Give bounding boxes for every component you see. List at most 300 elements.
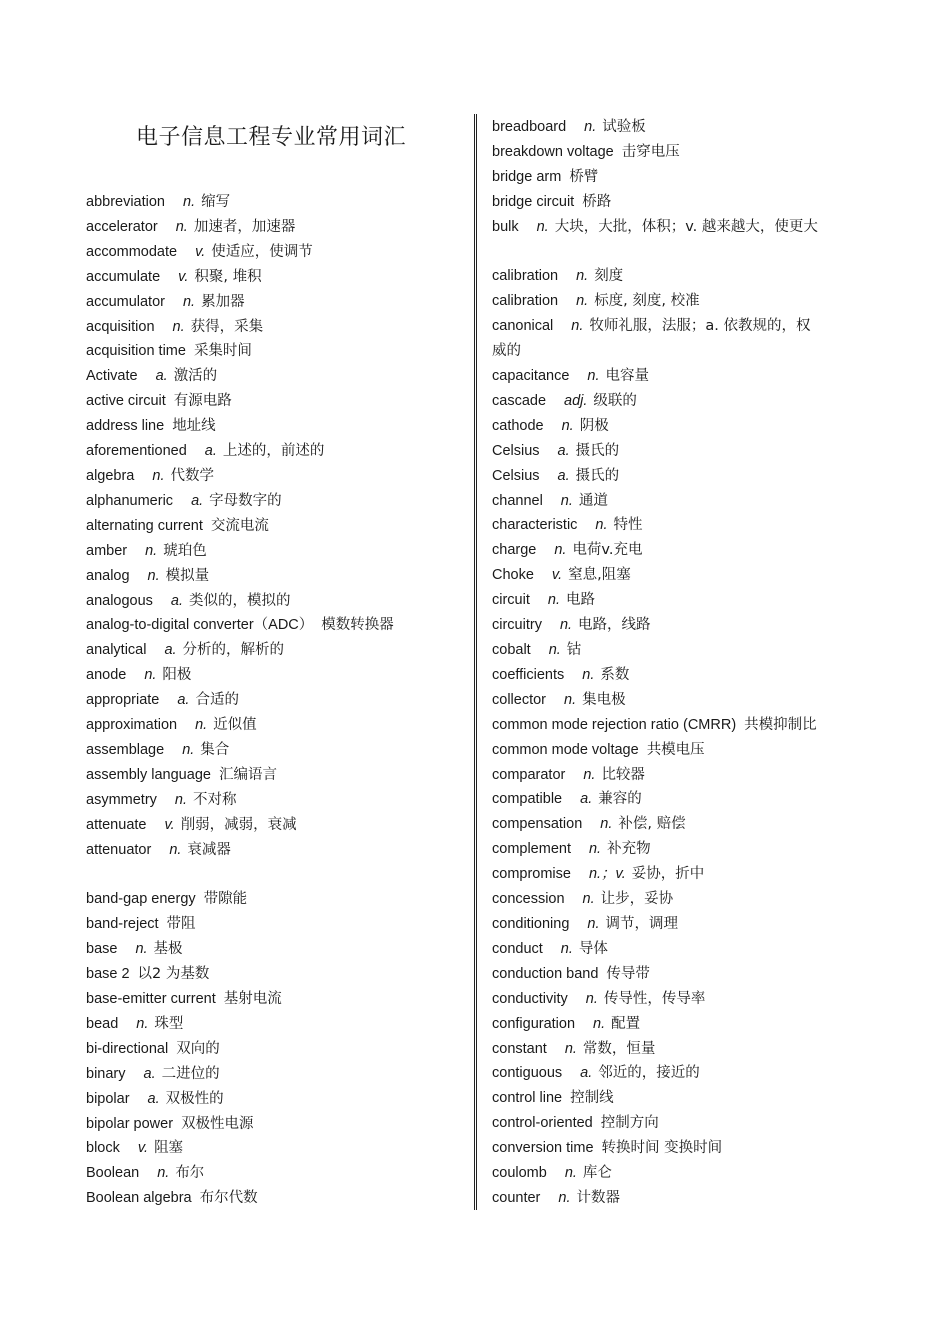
entry-term: appropriate (86, 692, 160, 709)
vocabulary-entry (492, 489, 912, 514)
entry-definition: 字母数字的 (209, 492, 282, 509)
vocabulary-entry (86, 1186, 466, 1211)
entry-part-of-speech: n. (554, 542, 567, 559)
entry-term: conduction band (492, 965, 599, 982)
entry-definition: 分析的，解析的 (182, 642, 285, 659)
vocabulary-entry (492, 837, 912, 862)
vocabulary-entry (86, 265, 466, 290)
vocabulary-entry (86, 838, 466, 863)
entry-part-of-speech: a. (204, 443, 217, 460)
vocabulary-entry (86, 339, 466, 364)
vocabulary-entry (492, 165, 912, 190)
entry-definition: 系数 (600, 666, 630, 683)
entry-part-of-speech: n.；v. (588, 866, 626, 883)
vocabulary-entry (86, 1012, 466, 1037)
entry-term: anode (86, 667, 127, 684)
vocabulary-entry (492, 663, 912, 688)
entry-definition: 刻度 (594, 268, 624, 285)
entry-term: asymmetry (86, 791, 157, 808)
entry-term: analog-to-digital converter（ADC） (86, 617, 314, 634)
vocabulary-entry (86, 763, 466, 788)
entry-term: circuitry (492, 617, 542, 634)
entry-term: analytical (86, 642, 147, 659)
vocabulary-entry (86, 364, 466, 389)
vocabulary-entry (492, 563, 912, 588)
vocabulary-entry (86, 663, 466, 688)
entry-definition: 汇编语言 (218, 766, 277, 783)
entry-part-of-speech: n. (564, 1165, 577, 1182)
entry-term: characteristic (492, 517, 578, 534)
entry-part-of-speech: n. (571, 318, 584, 335)
entry-definition: 集合 (200, 741, 230, 758)
vocabulary-entry (86, 962, 466, 987)
entry-definition: 电荷v.充电 (572, 542, 643, 559)
entry-term: circuit (492, 592, 530, 609)
vocabulary-entry (86, 315, 466, 340)
vocabulary-entry (492, 1012, 912, 1037)
entry-definition: 双极性电源 (181, 1115, 254, 1132)
vocabulary-entry (492, 1061, 912, 1086)
entry-part-of-speech: n. (175, 218, 188, 235)
entry-term: acquisition time (86, 343, 186, 360)
entry-term: complement (492, 841, 571, 858)
vocabulary-entry (492, 937, 912, 962)
entry-definition: 代数学 (170, 467, 214, 484)
entry-term: analog (86, 567, 130, 584)
entry-term: comparator (492, 766, 566, 783)
entry-part-of-speech: n. (169, 841, 182, 858)
entry-term: calibration (492, 293, 559, 310)
entry-term: Celsius (492, 467, 540, 484)
entry-term: assemblage (86, 741, 165, 758)
vocabulary-entry (492, 613, 912, 638)
vocabulary-entry (86, 539, 466, 564)
entry-part-of-speech: a. (580, 1065, 593, 1082)
entry-part-of-speech: n. (561, 417, 574, 434)
vocabulary-entry (86, 464, 466, 489)
entry-part-of-speech: n. (147, 567, 160, 584)
vocabulary-entry (492, 1111, 912, 1136)
vocabulary-entry (86, 439, 466, 464)
entry-definition: 基射电流 (223, 990, 282, 1007)
entry-term: bead (86, 1015, 119, 1032)
entry-term: accelerator (86, 218, 158, 235)
entry-definition: 累加器 (201, 293, 245, 310)
entry-term: conversion time (492, 1140, 594, 1157)
entry-definition: 控制方向 (600, 1115, 659, 1132)
entry-definition: 窒息,阻塞 (568, 567, 631, 584)
entry-part-of-speech: n. (145, 542, 158, 559)
entry-term: attenuate (86, 816, 147, 833)
entry-term: cobalt (492, 642, 531, 659)
entry-term: calibration (492, 268, 559, 285)
entry-part-of-speech: n. (564, 691, 577, 708)
entry-term: common mode voltage (492, 741, 639, 758)
page-title: 电子信息工程专业常用词汇 (135, 125, 406, 150)
vocabulary-entry (86, 1087, 466, 1112)
entry-part-of-speech: n. (560, 940, 573, 957)
entry-part-of-speech: n. (593, 1015, 606, 1032)
entry-definition: 击穿电压 (621, 143, 680, 160)
entry-definition: 布尔代数 (199, 1190, 258, 1207)
vocabulary-entry (492, 987, 912, 1012)
entry-part-of-speech: n. (560, 492, 573, 509)
entry-term: amber (86, 542, 128, 559)
entry-definition: 不对称 (193, 791, 237, 808)
entry-definition: 桥臂 (569, 168, 599, 185)
vocabulary-entry (492, 339, 912, 364)
vocabulary-entry (492, 414, 912, 439)
entry-definition: 双极性的 (165, 1090, 224, 1107)
entry-part-of-speech: a. (557, 442, 570, 459)
entry-definition: 兼容的 (598, 791, 642, 808)
vocabulary-entry (86, 1112, 466, 1137)
entry-part-of-speech: n. (135, 941, 148, 958)
entry-part-of-speech: n. (174, 791, 187, 808)
entry-term: collector (492, 691, 546, 708)
entry-part-of-speech: v. (195, 243, 206, 260)
vocabulary-entry (86, 887, 466, 912)
entry-definition: 琥珀色 (163, 542, 207, 559)
vocabulary-entry (86, 564, 466, 589)
vocabulary-entry (86, 414, 466, 439)
vocabulary-entry (86, 215, 466, 240)
entry-definition: 级联的 (593, 392, 637, 409)
entry-definition: 二进位的 (161, 1065, 220, 1082)
entry-definition: 积聚, 堆积 (194, 268, 262, 285)
vocabulary-entry (86, 713, 466, 738)
vocabulary-entry (86, 937, 466, 962)
entry-term: approximation (86, 717, 178, 734)
entry-definition: 补偿, 赔偿 (618, 816, 686, 833)
entry-definition: 激活的 (173, 368, 218, 385)
entry-part-of-speech: a. (191, 492, 204, 509)
entry-part-of-speech: adj. (564, 392, 588, 409)
entry-term: attenuator (86, 841, 152, 858)
entry-part-of-speech: n. (136, 1015, 149, 1032)
vocabulary-entry (492, 887, 912, 912)
entry-definition: 牧师礼服，法服；a. 依教规的，权 (589, 318, 811, 335)
vocabulary-entry (86, 738, 466, 763)
entry-definition: 模数转换器 (321, 617, 394, 634)
entry-term: active circuit (86, 393, 166, 410)
entry-definition: 类似的，模拟的 (189, 592, 291, 609)
entry-definition: 上述的，前述的 (222, 443, 325, 460)
entry-definition: 加速者，加速器 (193, 218, 296, 235)
entry-definition: 近似值 (213, 717, 257, 734)
vocabulary-entry (492, 439, 912, 464)
vocabulary-entry (492, 588, 912, 613)
entry-part-of-speech: n. (600, 816, 613, 833)
vocabulary-entry (492, 1161, 912, 1186)
entry-term: charge (492, 542, 537, 559)
entry-definition: 电路，线路 (578, 617, 651, 634)
entry-term: alphanumeric (86, 492, 174, 509)
entry-part-of-speech: n. (576, 268, 589, 285)
entry-term: concession (492, 891, 565, 908)
entry-term: compromise (492, 866, 571, 883)
entry-part-of-speech: n. (144, 667, 157, 684)
vocabulary-entry (492, 1037, 912, 1062)
entry-definition: 布尔 (175, 1165, 205, 1182)
entry-term: accommodate (86, 243, 178, 260)
entry-part-of-speech: a. (170, 592, 184, 609)
right-vocabulary-column (492, 115, 912, 1211)
entry-definition: 合适的 (195, 692, 239, 709)
entry-part-of-speech: a. (164, 642, 177, 659)
entry-term: control line (492, 1090, 563, 1107)
entry-term: Boolean algebra (86, 1190, 192, 1207)
vocabulary-entry (86, 788, 466, 813)
entry-definition: 桥路 (582, 193, 612, 210)
entry-term: constant (492, 1040, 547, 1057)
entry-definition: 大块，大批，体积；v. 越来越大，使更大 (554, 218, 818, 235)
vocabulary-entry (492, 962, 912, 987)
entry-definition: 通道 (578, 492, 608, 509)
entry-part-of-speech: n. (536, 218, 549, 235)
entry-definition: 阴极 (579, 417, 609, 434)
column-divider (474, 114, 477, 1210)
entry-term: channel (492, 492, 543, 509)
vocabulary-entry (86, 638, 466, 663)
entry-definition: 采集时间 (193, 343, 252, 360)
entry-term: cascade (492, 392, 547, 409)
entry-part-of-speech: n. (582, 891, 595, 908)
entry-term: coefficients (492, 666, 565, 683)
entry-definition: 共模电压 (646, 741, 705, 758)
entry-term: conduct (492, 940, 543, 957)
vocabulary-entry (492, 812, 912, 837)
entry-part-of-speech: n. (157, 1165, 170, 1182)
entry-definition: 电容量 (605, 368, 649, 385)
entry-definition: 邻近的，接近的 (598, 1065, 700, 1082)
vocabulary-entry (492, 787, 912, 812)
vocabulary-entry (492, 364, 912, 389)
entry-definition: 交流电流 (210, 517, 269, 534)
entry-part-of-speech: n. (547, 592, 560, 609)
entry-term: conductivity (492, 990, 568, 1007)
entry-term: breadboard (492, 119, 567, 135)
vocabulary-entry (86, 912, 466, 937)
entry-term: counter (492, 1189, 541, 1206)
vocabulary-entry (492, 314, 912, 339)
entry-definition: 双向的 (176, 1040, 220, 1057)
entry-definition: 计数器 (576, 1189, 620, 1206)
entry-part-of-speech: a. (155, 368, 168, 385)
entry-term: band-gap energy (86, 891, 196, 908)
entry-part-of-speech: n. (172, 318, 185, 335)
entry-term: accumulator (86, 293, 165, 310)
vocabulary-entry (492, 513, 912, 538)
entry-part-of-speech: a. (557, 467, 570, 484)
vocabulary-entry (86, 1062, 466, 1087)
entry-definition: 集电极 (582, 691, 626, 708)
entry-term: bi-directional (86, 1040, 169, 1057)
entry-part-of-speech: n. (583, 766, 596, 783)
entry-part-of-speech: n. (587, 368, 600, 385)
entry-term: coulomb (492, 1165, 547, 1182)
entry-definition: 比较器 (601, 766, 645, 783)
entry-part-of-speech: a. (580, 791, 593, 808)
entry-term: aforementioned (86, 443, 187, 460)
entry-part-of-speech: a. (143, 1065, 156, 1082)
entry-term: acquisition (86, 318, 155, 335)
entry-part-of-speech: n. (584, 119, 597, 135)
entry-definition: 传导性，传导率 (603, 990, 706, 1007)
vocabulary-entry (492, 1086, 912, 1111)
entry-part-of-speech: n. (587, 915, 600, 932)
vocabulary-entry (86, 813, 466, 838)
entry-definition: 补充物 (607, 841, 651, 858)
entry-term: algebra (86, 467, 135, 484)
entry-term: control-oriented (492, 1115, 593, 1132)
vocabulary-entry (86, 190, 466, 215)
vocabulary-entry (86, 489, 466, 514)
entry-definition: 常数，恒量 (582, 1040, 656, 1057)
vocabulary-entry (492, 713, 912, 738)
entry-part-of-speech: v. (137, 1140, 149, 1157)
entry-definition: 电路 (565, 592, 595, 609)
vocabulary-entry (86, 589, 466, 614)
entry-definition: 控制线 (570, 1090, 614, 1107)
vocabulary-entry (492, 538, 912, 563)
vocabulary-entry (86, 1136, 466, 1161)
vocabulary-entry (492, 912, 912, 937)
entry-definition: 共模抑制比 (744, 716, 817, 733)
entry-term: Celsius (492, 442, 540, 459)
vocabulary-entry (492, 389, 912, 414)
entry-part-of-speech: n. (559, 617, 573, 634)
entry-term: bridge circuit (492, 193, 575, 210)
section-spacer (86, 862, 466, 887)
vocabulary-entry (86, 389, 466, 414)
vocabulary-entry (86, 987, 466, 1012)
vocabulary-entry (86, 613, 466, 638)
entry-definition: 特性 (613, 517, 643, 534)
entry-term: compatible (492, 791, 563, 808)
entry-part-of-speech: n. (183, 194, 196, 210)
entry-part-of-speech: n. (595, 517, 608, 534)
entry-term: canonical (492, 318, 554, 335)
vocabulary-entry (492, 862, 912, 887)
entry-part-of-speech: n. (548, 642, 561, 659)
entry-definition: 导体 (578, 940, 608, 957)
entry-term: Choke (492, 567, 534, 584)
entry-definition: 缩写 (201, 194, 231, 210)
vocabulary-entry (492, 1136, 912, 1161)
entry-term: bridge arm (492, 168, 562, 185)
vocabulary-entry (492, 215, 912, 240)
entry-part-of-speech: n. (585, 990, 598, 1007)
vocabulary-entry (492, 688, 912, 713)
entry-part-of-speech: v. (551, 567, 563, 584)
entry-term: contiguous (492, 1065, 563, 1082)
vocabulary-entry (86, 1037, 466, 1062)
entry-term: conditioning (492, 915, 570, 932)
entry-term: address line (86, 418, 165, 435)
section-spacer (492, 240, 912, 265)
entry-definition: 地址线 (172, 418, 216, 435)
entry-part-of-speech: n. (576, 293, 589, 310)
entry-term: configuration (492, 1015, 576, 1032)
entry-part-of-speech: n. (564, 1040, 577, 1057)
entry-term: cathode (492, 417, 544, 434)
entry-term: base 2 (86, 966, 130, 983)
vocabulary-entry (492, 464, 912, 489)
entry-term: breakdown voltage (492, 143, 614, 160)
vocabulary-entry (86, 290, 466, 315)
entry-definition: 标度, 刻度, 校准 (594, 293, 700, 310)
entry-definition: 使适应，使调节 (211, 243, 313, 260)
entry-definition: 阻塞 (154, 1140, 184, 1157)
entry-definition: 传导带 (606, 965, 650, 982)
entry-definition: 库仑 (582, 1165, 612, 1182)
entry-term: block (86, 1140, 120, 1157)
entry-term: base-emitter current (86, 990, 216, 1007)
entry-term: accumulate (86, 268, 161, 285)
entry-term: band-reject (86, 916, 159, 933)
entry-term: binary (86, 1065, 126, 1082)
entry-part-of-speech: n. (182, 293, 196, 310)
entry-term: bulk (492, 218, 519, 235)
vocabulary-entry (86, 688, 466, 713)
vocabulary-entry (492, 763, 912, 788)
vocabulary-entry (86, 1161, 466, 1186)
entry-term: capacitance (492, 368, 570, 385)
entry-term: alternating current (86, 517, 203, 534)
vocabulary-entry (492, 738, 912, 763)
entry-definition: 珠型 (154, 1015, 184, 1032)
entry-definition: 带隙能 (203, 891, 248, 908)
vocabulary-entry (86, 240, 466, 265)
entry-term: Boolean (86, 1165, 140, 1182)
vocabulary-entry (492, 140, 912, 165)
entry-term: abbreviation (86, 194, 165, 210)
entry-definition: 试验板 (602, 119, 646, 135)
entry-definition: 获得，采集 (190, 318, 264, 335)
entry-term: assembly language (86, 766, 211, 783)
vocabulary-entry (492, 289, 912, 314)
entry-definition: 配置 (611, 1015, 641, 1032)
entry-definition: 让步，妥协 (600, 891, 674, 908)
entry-part-of-speech: n. (588, 841, 602, 858)
entry-term: common mode rejection ratio (CMRR) (492, 716, 737, 733)
entry-definition: 基极 (153, 941, 183, 958)
entry-part-of-speech: n. (582, 666, 595, 683)
vocabulary-entry (492, 115, 912, 140)
entry-part-of-speech: n. (195, 717, 208, 734)
entry-definition: 带阻 (166, 916, 196, 933)
entry-part-of-speech: v. (164, 816, 175, 833)
entry-part-of-speech: n. (558, 1189, 571, 1206)
vocabulary-entry (492, 1186, 912, 1211)
entry-definition: 钴 (566, 642, 582, 659)
entry-part-of-speech: n. (182, 741, 195, 758)
entry-definition: 阳极 (162, 667, 192, 684)
entry-definition: 调节，调理 (605, 915, 678, 932)
entry-definition: 妥协，折中 (631, 866, 705, 883)
entry-part-of-speech: v. (178, 268, 189, 285)
vocabulary-entry (492, 264, 912, 289)
entry-part-of-speech: a. (177, 692, 190, 709)
entry-part-of-speech: a. (147, 1090, 160, 1107)
entry-definition: 摄氏的 (575, 442, 620, 459)
entry-term: analogous (86, 592, 153, 609)
entry-term: bipolar power (86, 1115, 174, 1132)
entry-definition: 摄氏的 (575, 467, 620, 484)
entry-term: bipolar (86, 1090, 130, 1107)
entry-definition: 有源电路 (173, 393, 232, 410)
